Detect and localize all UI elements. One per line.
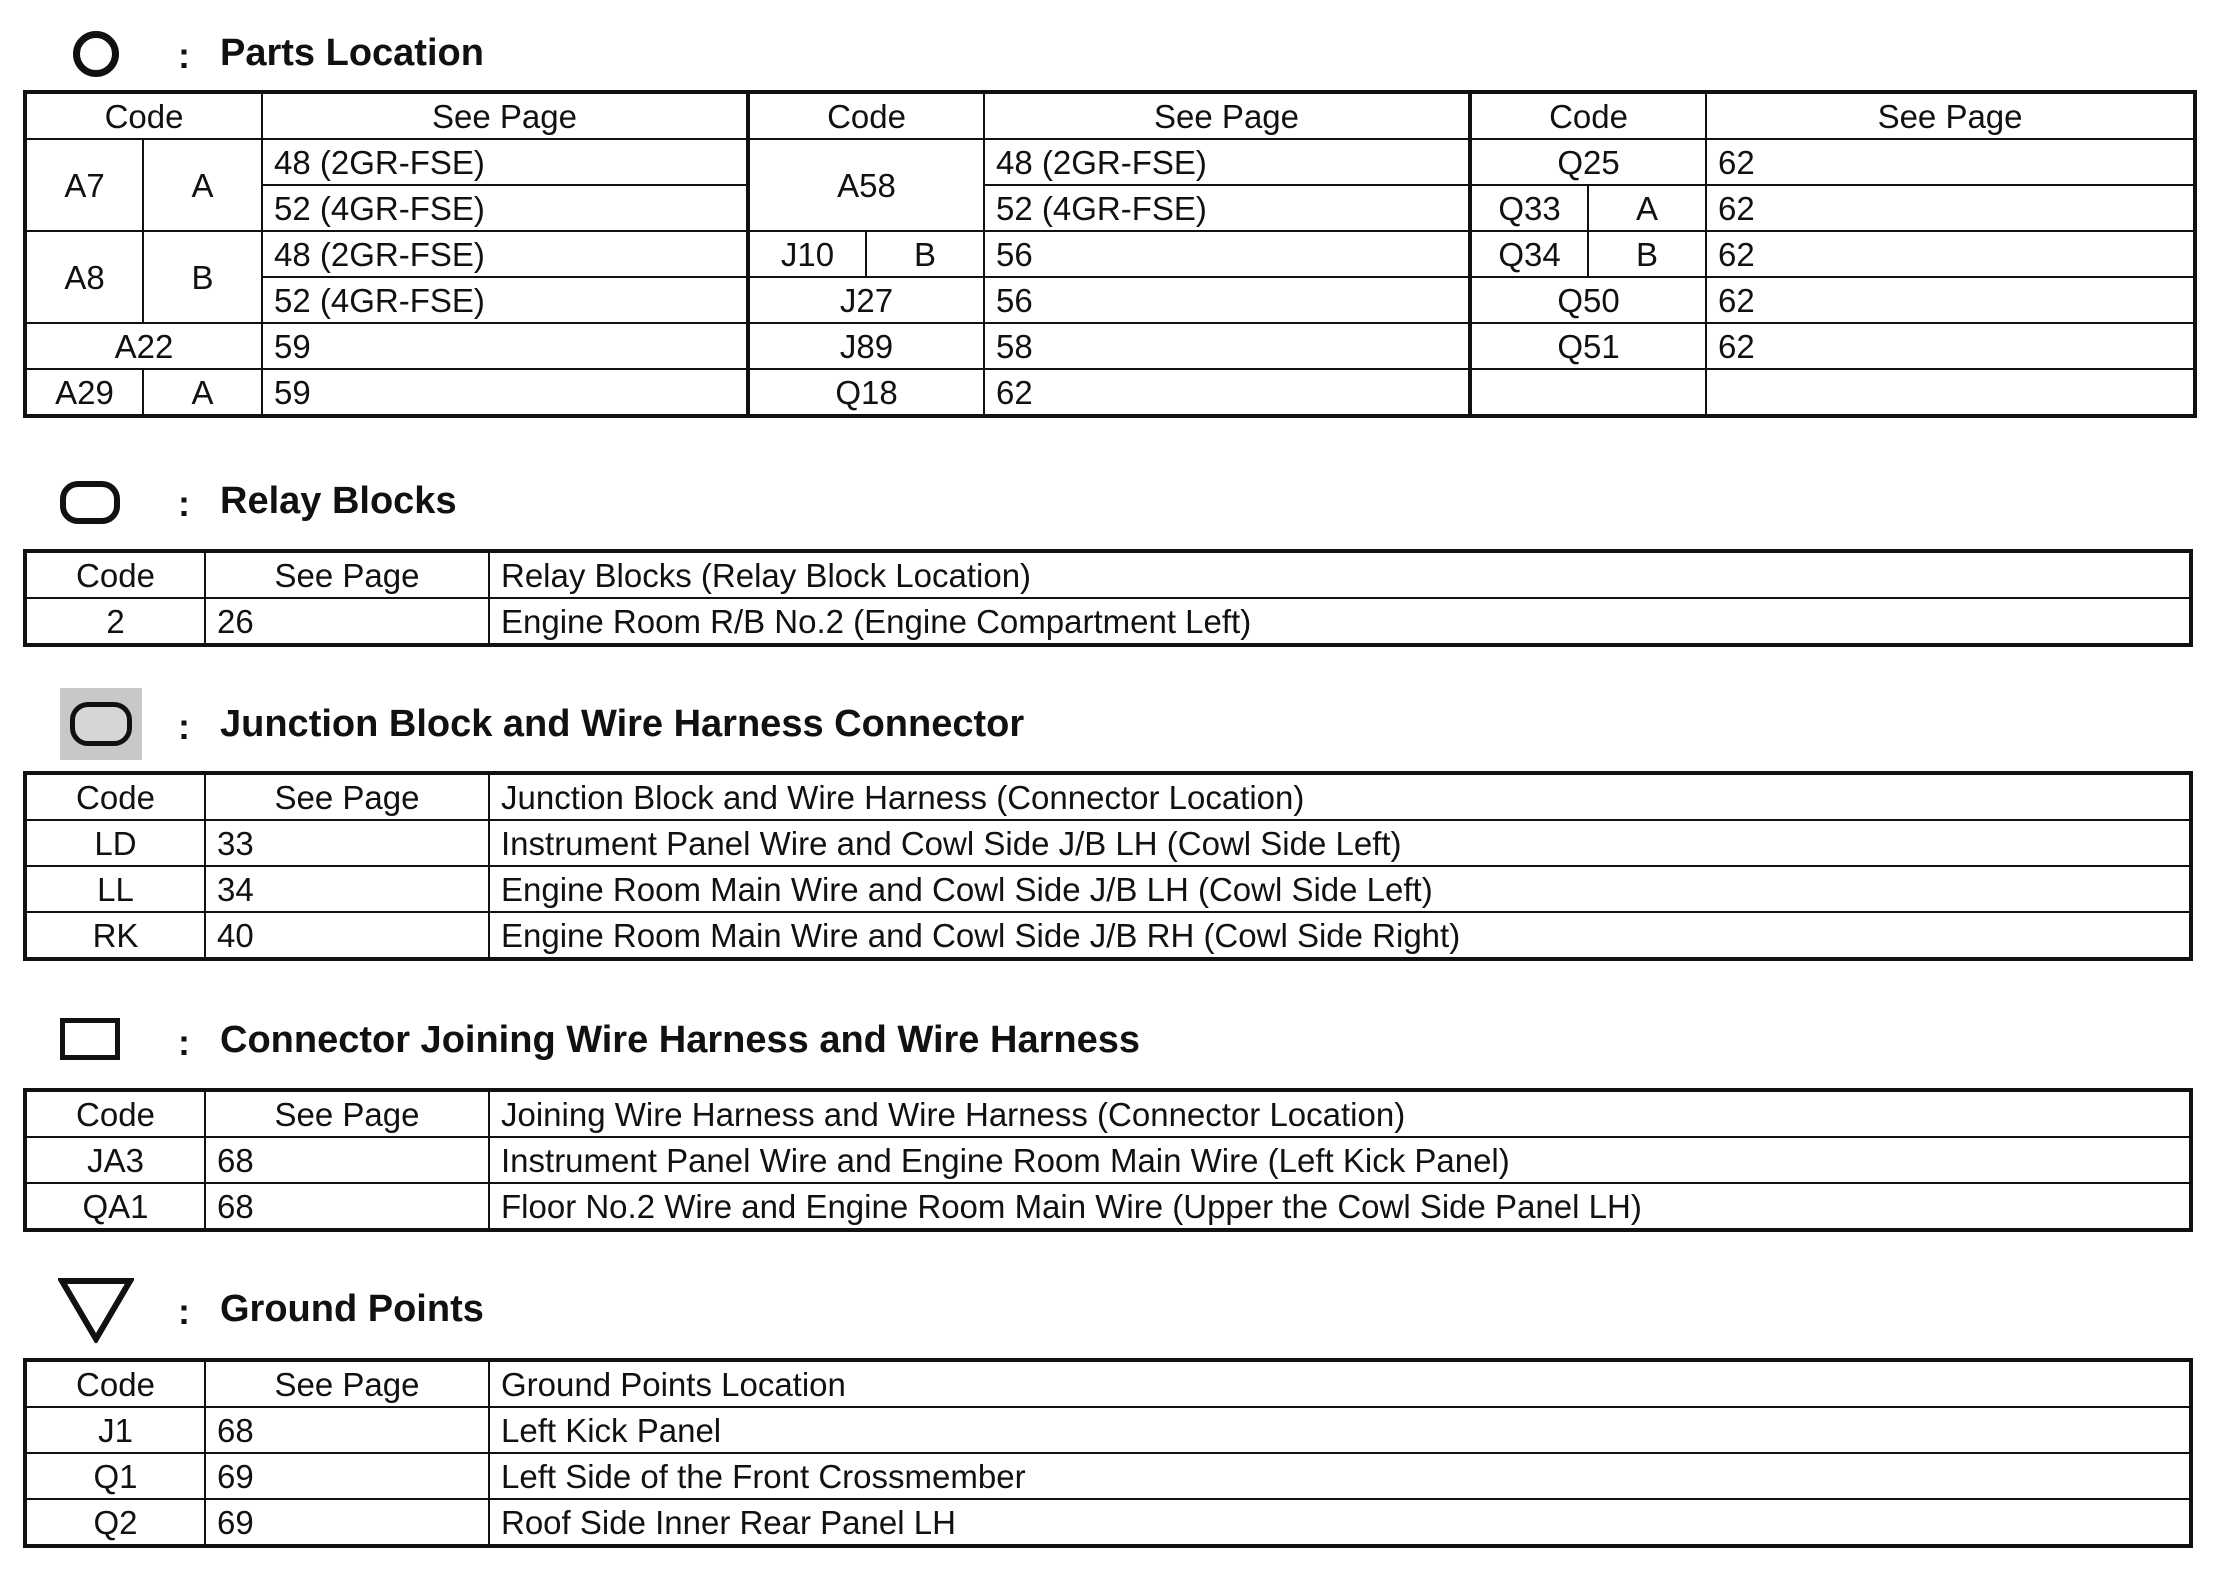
sub-code-cell: A (1588, 185, 1706, 231)
page-cell: 52 (4GR-FSE) (262, 277, 748, 323)
page-cell: 56 (984, 277, 1470, 323)
table-row (25, 1453, 2191, 1499)
table-header-row (25, 92, 2195, 139)
page-cell: 48 (2GR-FSE) (984, 139, 1470, 185)
page-cell: 62 (1706, 139, 2195, 185)
page-cell: 62 (1706, 323, 2195, 369)
page-cell: 40 (205, 912, 489, 959)
rectangle-icon (60, 1018, 120, 1060)
description-cell: Roof Side Inner Rear Panel LH (489, 1499, 2191, 1546)
header-see-page: See Page (1706, 92, 2195, 139)
page-cell: 48 (2GR-FSE) (262, 231, 748, 277)
header-description: Joining Wire Harness and Wire Harness (Connector Location) (489, 1090, 2191, 1137)
description-cell: Engine Room Main Wire and Cowl Side J/B RH (Cowl Side Right) (489, 912, 2191, 959)
page-cell: 68 (205, 1137, 489, 1183)
section-title: Junction Block and Wire Harness Connector (220, 703, 1025, 745)
table-row (25, 185, 2195, 231)
table-row (25, 1407, 2191, 1453)
header-code: Code (25, 773, 205, 820)
sub-code-cell: B (866, 231, 984, 277)
page-cell: 56 (984, 231, 1470, 277)
colon: : (178, 706, 190, 747)
code-cell: RK (25, 912, 205, 959)
section-title: Relay Blocks (220, 480, 457, 522)
code-cell: 2 (25, 598, 205, 645)
page-cell: 58 (984, 323, 1470, 369)
code-cell: JA3 (25, 1137, 205, 1183)
sub-code-cell: B (1588, 231, 1706, 277)
table-row (25, 369, 2195, 416)
code-cell: Q25 (1470, 139, 1706, 185)
page-cell: 62 (984, 369, 1470, 416)
section-title: Ground Points (220, 1288, 484, 1330)
description-cell: Engine Room R/B No.2 (Engine Compartment Left) (489, 598, 2191, 645)
code-cell: J10 (748, 231, 866, 277)
code-cell: Q51 (1470, 323, 1706, 369)
empty-cell (1706, 369, 2195, 416)
sub-code-cell: A (143, 139, 262, 231)
colon: : (178, 1022, 190, 1063)
sub-code-cell: B (143, 231, 262, 323)
page-cell: 69 (205, 1453, 489, 1499)
code-cell: J27 (748, 277, 984, 323)
relay-blocks-table (23, 549, 2193, 647)
rounded-rect-icon (70, 702, 132, 746)
table-header-row (25, 1090, 2191, 1137)
header-see-page: See Page (262, 92, 748, 139)
description-cell: Left Kick Panel (489, 1407, 2191, 1453)
table-row (25, 139, 2195, 185)
header-code: Code (25, 1360, 205, 1407)
table-row (25, 1137, 2191, 1183)
header-description: Junction Block and Wire Harness (Connector Location) (489, 773, 2191, 820)
colon: : (178, 483, 190, 524)
code-cell: J1 (25, 1407, 205, 1453)
ground-points-table (23, 1358, 2193, 1548)
table-header-row (25, 551, 2191, 598)
rounded-rect-icon (60, 481, 120, 524)
code-cell: J89 (748, 323, 984, 369)
code-cell: Q50 (1470, 277, 1706, 323)
page-cell: 62 (1706, 277, 2195, 323)
header-code: Code (25, 1090, 205, 1137)
colon: : (178, 1291, 190, 1332)
page-cell: 68 (205, 1183, 489, 1230)
triangle-icon (58, 1277, 134, 1343)
section-title: Parts Location (220, 32, 484, 74)
header-see-page: See Page (984, 92, 1470, 139)
header-description: Ground Points Location (489, 1360, 2191, 1407)
code-cell: LD (25, 820, 205, 866)
header-code: Code (25, 92, 262, 139)
junction-block-table (23, 771, 2193, 961)
code-cell: A58 (748, 139, 984, 231)
colon: : (178, 35, 190, 76)
page-cell: 34 (205, 866, 489, 912)
table-row (25, 912, 2191, 959)
code-cell: Q18 (748, 369, 984, 416)
code-cell: Q34 (1470, 231, 1588, 277)
header-description: Relay Blocks (Relay Block Location) (489, 551, 2191, 598)
description-cell: Engine Room Main Wire and Cowl Side J/B LH (Cowl Side Left) (489, 866, 2191, 912)
table-row (25, 1499, 2191, 1546)
page-cell: 62 (1706, 231, 2195, 277)
joining-connector-table (23, 1088, 2193, 1232)
section-title: Connector Joining Wire Harness and Wire Harness (220, 1019, 1140, 1061)
code-cell: Q33 (1470, 185, 1588, 231)
description-cell: Left Side of the Front Crossmember (489, 1453, 2191, 1499)
table-row (25, 231, 2195, 277)
header-see-page: See Page (205, 551, 489, 598)
page-cell: 59 (262, 369, 748, 416)
page-cell: 33 (205, 820, 489, 866)
code-cell: LL (25, 866, 205, 912)
table-row (25, 323, 2195, 369)
page-cell: 52 (4GR-FSE) (984, 185, 1470, 231)
code-cell: Q1 (25, 1453, 205, 1499)
page-cell: 52 (4GR-FSE) (262, 185, 748, 231)
table-row (25, 277, 2195, 323)
page-cell: 26 (205, 598, 489, 645)
description-cell: Instrument Panel Wire and Cowl Side J/B LH (Cowl Side Left) (489, 820, 2191, 866)
code-cell: A22 (25, 323, 262, 369)
page-cell: 62 (1706, 185, 2195, 231)
header-code: Code (1470, 92, 1706, 139)
code-cell: A8 (25, 231, 143, 323)
header-see-page: See Page (205, 1090, 489, 1137)
empty-cell (1470, 369, 1706, 416)
sub-code-cell: A (143, 369, 262, 416)
table-row (25, 820, 2191, 866)
page-cell: 69 (205, 1499, 489, 1546)
circle-icon (73, 31, 119, 77)
page-cell: 59 (262, 323, 748, 369)
table-header-row (25, 1360, 2191, 1407)
header-see-page: See Page (205, 773, 489, 820)
header-code: Code (748, 92, 984, 139)
code-cell: QA1 (25, 1183, 205, 1230)
table-row (25, 866, 2191, 912)
header-see-page: See Page (205, 1360, 489, 1407)
description-cell: Floor No.2 Wire and Engine Room Main Wire (Upper the Cowl Side Panel LH) (489, 1183, 2191, 1230)
table-row (25, 1183, 2191, 1230)
table-header-row (25, 773, 2191, 820)
code-cell: A29 (25, 369, 143, 416)
header-code: Code (25, 551, 205, 598)
table-row (25, 598, 2191, 645)
code-cell: A7 (25, 139, 143, 231)
parts-location-table (23, 90, 2197, 418)
code-cell: Q2 (25, 1499, 205, 1546)
description-cell: Instrument Panel Wire and Engine Room Main Wire (Left Kick Panel) (489, 1137, 2191, 1183)
page-cell: 48 (2GR-FSE) (262, 139, 748, 185)
page-cell: 68 (205, 1407, 489, 1453)
